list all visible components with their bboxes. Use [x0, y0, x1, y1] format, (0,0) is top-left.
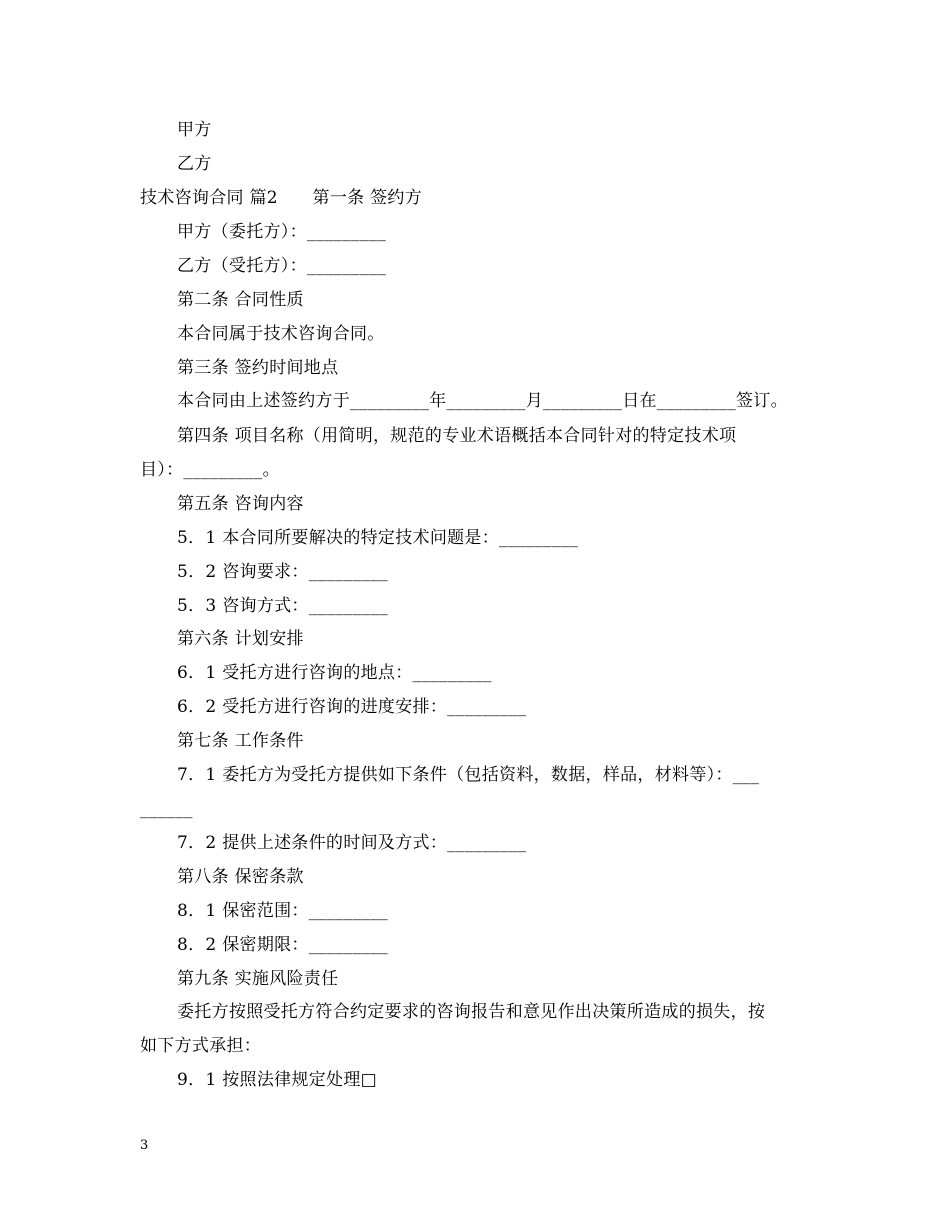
- article-9-text-cont: 如下方式承担：: [140, 1036, 262, 1056]
- article-3-text: 本合同由上述签约方于_________年_________月_________日在_________签订。: [177, 391, 788, 411]
- clause-8-1: 8．1 保密范围：_________: [177, 901, 388, 921]
- clause-6-2: 6．2 受托方进行咨询的进度安排：_________: [177, 697, 527, 717]
- clause-5-2: 5．2 咨询要求：_________: [177, 562, 388, 582]
- article-6-heading: 第六条 计划安排: [177, 629, 304, 649]
- article-4-text: 第四条 项目名称（用简明，规范的专业术语概括本合同针对的特定技术项: [177, 426, 737, 446]
- clause-7-2: 7．2 提供上述条件的时间及方式：_________: [177, 833, 527, 853]
- article-9-text: 委托方按照受托方符合约定要求的咨询报告和意见作出决策所造成的损失，按: [177, 1002, 766, 1022]
- clause-5-1: 5．1 本合同所要解决的特定技术问题是：_________: [177, 528, 579, 548]
- clause-7-1: 7．1 委托方为受托方提供如下条件（包括资料，数据，样品，材料等）：___: [177, 765, 760, 785]
- clause-7-1-cont: ______: [140, 799, 193, 819]
- article-7-heading: 第七条 工作条件: [177, 731, 304, 751]
- article-8-heading: 第八条 保密条款: [177, 867, 304, 887]
- clause-6-1: 6．1 受托方进行咨询的地点：_________: [177, 663, 492, 683]
- party-a-field: 甲方（委托方）：_________: [177, 222, 387, 242]
- clause-9-1: 9．1 按照法律规定处理□: [177, 1070, 377, 1090]
- party-b-field: 乙方（受托方）：_________: [177, 256, 387, 276]
- party-a-heading: 甲方: [177, 120, 212, 140]
- party-b-heading: 乙方: [177, 154, 212, 174]
- clause-8-2: 8．2 保密期限：_________: [177, 935, 388, 955]
- article-4-text-cont: 目）：_________。: [140, 460, 280, 480]
- page-number: 3: [140, 1138, 149, 1153]
- article-5-heading: 第五条 咨询内容: [177, 494, 304, 514]
- article-9-heading: 第九条 实施风险责任: [177, 969, 339, 989]
- contract-title-line: 技术咨询合同 篇2 第一条 签约方: [140, 188, 423, 208]
- clause-5-3: 5．3 咨询方式：_________: [177, 596, 388, 616]
- article-2-heading: 第二条 合同性质: [177, 290, 304, 310]
- article-2-text: 本合同属于技术咨询合同。: [177, 324, 385, 344]
- article-3-heading: 第三条 签约时间地点: [177, 358, 339, 378]
